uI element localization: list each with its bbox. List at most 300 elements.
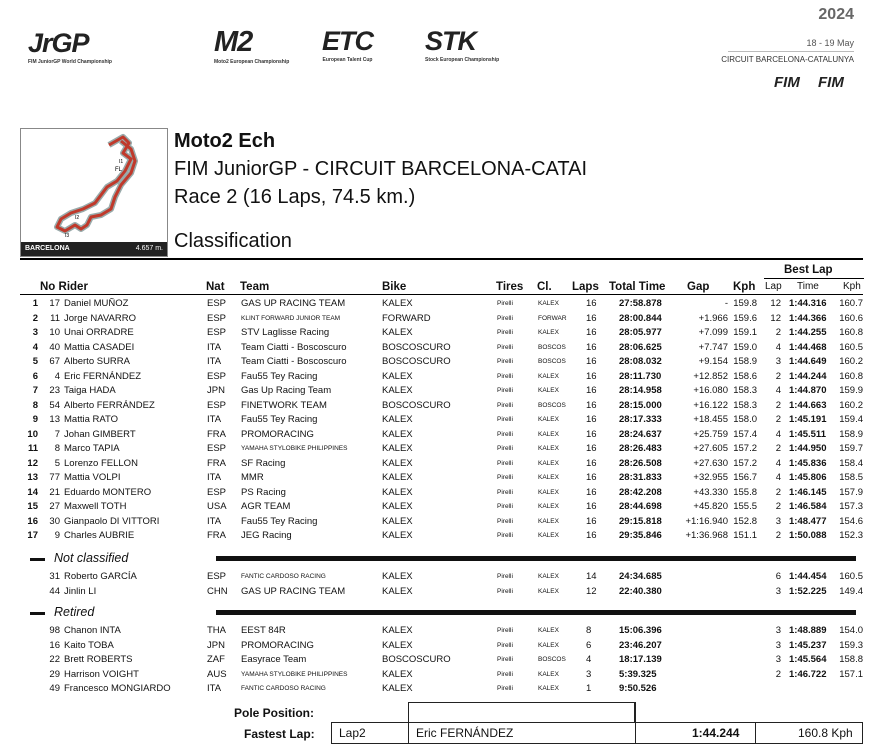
- series-title: Moto2 Ech: [174, 130, 276, 152]
- col-team: Team: [240, 281, 270, 293]
- cell-best-lap-number: 2: [775, 530, 781, 541]
- cell-position: 5: [32, 356, 38, 367]
- pole-box: [408, 702, 635, 722]
- cell-gap: +1:36.968: [685, 530, 728, 541]
- cell-gap: +25.759: [693, 428, 728, 440]
- track-length: 4.657 m.: [135, 245, 163, 252]
- cell-cl: KALEX: [538, 587, 559, 595]
- cell-rider: Charles AUBRIE: [64, 530, 135, 541]
- cell-laps: 16: [586, 515, 597, 527]
- cell-best-lap-kph: 160.5: [839, 571, 863, 582]
- cell-number: 31: [49, 571, 60, 582]
- cell-total-time: 28:05.977: [619, 327, 662, 338]
- cell-cl: KALEX: [538, 641, 559, 649]
- cell-number: 29: [49, 668, 60, 680]
- cell-total-time: 5:39.325: [619, 668, 657, 680]
- cell-laps: 8: [586, 625, 592, 636]
- cell-bike: KALEX: [382, 414, 413, 425]
- cell-bike: KALEX: [382, 668, 413, 680]
- cell-kph: 158.0: [733, 414, 757, 425]
- cell-rider: Unai ORRADRE: [64, 327, 134, 338]
- cell-best-lap-time: 1:44.454: [789, 571, 827, 582]
- cell-bike: KALEX: [382, 385, 413, 396]
- col-tires: Tires: [496, 281, 524, 293]
- cell-tires: Pirelli: [497, 372, 513, 380]
- fim-moto-logo: FIM: [818, 74, 844, 91]
- cell-cl: KALEX: [538, 488, 559, 496]
- cell-number: 98: [49, 625, 60, 636]
- cell-bike: KALEX: [382, 443, 413, 454]
- cell-best-lap-kph: 159.9: [839, 385, 863, 396]
- cell-tires: Pirelli: [497, 416, 513, 423]
- cell-rider: Jorge NAVARRO: [64, 312, 136, 324]
- cell-bike: KALEX: [382, 683, 413, 694]
- cell-cl: KALEX: [538, 627, 559, 634]
- cell-rider: Marco TAPIA: [64, 443, 120, 454]
- cell-best-lap-kph: 158.8: [839, 654, 863, 665]
- cell-nat: CHN: [207, 585, 228, 597]
- cell-number: 27: [49, 501, 60, 512]
- cell-rider: Alberto FERRÁNDEZ: [64, 399, 155, 411]
- cell-cl: KALEX: [538, 532, 559, 539]
- cell-rider: Kaito TOBA: [64, 639, 114, 651]
- cell-team: PROMORACING: [241, 639, 314, 651]
- cell-bike: KALEX: [382, 639, 413, 651]
- cell-best-lap-time: 1:44.663: [789, 399, 827, 411]
- cell-bike: KALEX: [382, 457, 413, 469]
- cell-tires: Pirelli: [497, 343, 513, 351]
- cell-kph: 157.2: [733, 457, 757, 469]
- col-total-time: Total Time: [609, 281, 666, 293]
- cell-nat: ESP: [207, 399, 227, 411]
- cell-cl: KALEX: [538, 445, 559, 452]
- cell-tires: Pirelli: [497, 503, 513, 510]
- cell-best-lap-time: 1:44.649: [789, 356, 827, 367]
- cell-cl: KALEX: [538, 430, 559, 438]
- cell-best-lap-kph: 160.8: [839, 327, 863, 338]
- cell-bike: KALEX: [382, 428, 413, 440]
- cell-laps: 3: [586, 668, 592, 680]
- col-bike: Bike: [382, 281, 407, 293]
- cell-tires: Pirelli: [497, 532, 513, 539]
- cell-tires: Pirelli: [497, 685, 513, 692]
- cell-rider: Mattia VOLPI: [64, 472, 121, 483]
- cell-team: FANTIC CARDOSO RACING: [241, 573, 326, 580]
- cell-best-lap-kph: 157.1: [839, 668, 863, 680]
- cell-laps: 14: [586, 571, 597, 582]
- cell-total-time: 18:17.139: [619, 654, 662, 665]
- cell-laps: 12: [586, 585, 597, 597]
- pole-position-label: Pole Position:: [234, 706, 315, 720]
- cell-position: 6: [32, 370, 38, 382]
- cell-rider: Lorenzo FELLON: [64, 457, 138, 469]
- cell-position: 9: [32, 414, 38, 425]
- cell-laps: 4: [586, 654, 592, 665]
- col-cl: Cl.: [537, 281, 552, 293]
- cell-best-lap-number: 12: [770, 298, 781, 309]
- cell-cl: KALEX: [538, 517, 559, 525]
- cell-bike: FORWARD: [382, 312, 431, 324]
- cell-team: YAMAHA STYLOBIKE PHILIPPINES: [241, 445, 348, 452]
- juniorgp-logo: JrGP FIM JuniorGP World Championship: [28, 28, 112, 65]
- cell-tires: Pirelli: [497, 670, 513, 678]
- cell-cl: KALEX: [538, 503, 559, 510]
- cell-kph: 151.1: [733, 530, 757, 541]
- cell-best-lap-kph: 160.7: [839, 298, 863, 309]
- track-info-bar: [21, 242, 167, 256]
- event-dates: 18 - 19 May: [806, 38, 854, 48]
- document-title: Classification: [174, 230, 292, 252]
- cell-best-lap-kph: 158.5: [839, 472, 863, 483]
- cell-total-time: 28:42.208: [619, 486, 662, 498]
- retired-dash: [30, 612, 45, 615]
- event-title: FIM JuniorGP - CIRCUIT BARCELONA-CATAI: [174, 158, 588, 180]
- cell-number: 54: [49, 399, 60, 411]
- cell-cl: KALEX: [538, 474, 559, 481]
- cell-kph: 157.4: [733, 428, 757, 440]
- cell-cl: KALEX: [538, 416, 559, 423]
- cell-laps: 16: [586, 443, 597, 454]
- cell-best-lap-time: 1:52.225: [789, 585, 827, 597]
- cell-laps: 16: [586, 385, 597, 396]
- track-map: [20, 128, 168, 257]
- cell-kph: 158.6: [733, 370, 757, 382]
- cell-team: PROMORACING: [241, 428, 314, 440]
- cell-cl: FORWAR: [538, 314, 567, 322]
- cell-total-time: 28:26.483: [619, 443, 662, 454]
- cell-nat: FRA: [207, 530, 226, 541]
- cell-tires: Pirelli: [497, 430, 513, 438]
- cell-number: 8: [54, 443, 60, 454]
- cell-bike: KALEX: [382, 486, 413, 498]
- cell-laps: 16: [586, 341, 597, 353]
- cell-total-time: 28:44.698: [619, 501, 662, 512]
- cell-team: Team Ciatti - Boscoscuro: [241, 341, 347, 353]
- cell-kph: 158.3: [733, 385, 757, 396]
- cell-best-lap-number: 2: [775, 443, 781, 454]
- cell-team: SF Racing: [241, 457, 286, 469]
- cell-gap: +32.955: [693, 472, 728, 483]
- cell-number: 10: [49, 327, 60, 338]
- track-label-i3: I3: [65, 233, 70, 239]
- cell-laps: 16: [586, 414, 597, 425]
- cell-team: Fau55 Tey Racing: [241, 414, 318, 425]
- cell-tires: Pirelli: [497, 573, 513, 580]
- col-gap: Gap: [687, 281, 710, 293]
- cell-total-time: 22:40.380: [619, 585, 662, 597]
- cell-bike: BOSCOSCURO: [382, 399, 451, 411]
- cell-gap: +1:16.940: [685, 515, 728, 527]
- cell-laps: 16: [586, 370, 597, 382]
- fastest-lap-speed: 160.8 Kph: [798, 726, 853, 740]
- cell-rider: Eduardo MONTERO: [64, 486, 152, 498]
- cell-number: 67: [49, 356, 60, 367]
- cell-best-lap-number: 4: [775, 457, 781, 469]
- best-lap-rule: [764, 278, 864, 279]
- cell-nat: JPN: [207, 385, 225, 396]
- cell-rider: Daniel MUÑOZ: [64, 298, 129, 309]
- cell-number: 23: [49, 385, 60, 396]
- cell-number: 49: [49, 683, 60, 694]
- cell-bike: KALEX: [382, 472, 413, 483]
- cell-rider: Harrison VOIGHT: [64, 668, 139, 680]
- cell-best-lap-number: 2: [775, 399, 781, 411]
- cell-number: 22: [49, 654, 60, 665]
- fastest-lap-sep-1: [408, 722, 409, 744]
- cell-kph: 158.3: [733, 399, 757, 411]
- cell-best-lap-kph: 158.4: [839, 457, 863, 469]
- cell-team: Fau55 Tey Racing: [241, 370, 318, 382]
- cell-best-lap-time: 1:45.191: [789, 414, 827, 425]
- cell-total-time: 24:34.685: [619, 571, 662, 582]
- cell-best-lap-kph: 160.2: [839, 399, 863, 411]
- cell-rider: Eric FERNÁNDEZ: [64, 370, 142, 382]
- header-divider: [728, 51, 854, 52]
- cell-team: AGR TEAM: [241, 501, 291, 512]
- cell-number: 21: [49, 486, 60, 498]
- cell-tires: Pirelli: [497, 387, 513, 394]
- cell-bike: KALEX: [382, 625, 413, 636]
- table-top-rule: [20, 258, 863, 260]
- track-name: BARCELONA: [25, 245, 70, 252]
- cell-team: PS Racing: [241, 486, 286, 498]
- cell-tires: Pirelli: [497, 329, 513, 336]
- cell-total-time: 28:11.730: [619, 370, 662, 382]
- cell-gap: +7.747: [698, 341, 728, 353]
- cell-total-time: 23:46.207: [619, 639, 662, 651]
- cell-position: 14: [27, 486, 38, 498]
- cell-best-lap-number: 2: [775, 501, 781, 512]
- cell-gap: +43.330: [693, 486, 728, 498]
- cell-gap: +1.966: [698, 312, 728, 324]
- cell-nat: ITA: [207, 341, 222, 353]
- cell-best-lap-time: 1:45.836: [789, 457, 827, 469]
- cell-gap: +27.605: [693, 443, 728, 454]
- cell-rider: Francesco MONGIARDO: [64, 683, 171, 694]
- cell-nat: ZAF: [207, 654, 225, 665]
- col-nat: Nat: [206, 281, 225, 293]
- cell-kph: 155.8: [733, 486, 757, 498]
- cell-bike: BOSCOSCURO: [382, 654, 451, 665]
- cell-number: 30: [49, 515, 60, 527]
- retired-rule: [216, 610, 856, 615]
- cell-best-lap-time: 1:48.889: [789, 625, 827, 636]
- track-label-i1: I1: [119, 159, 124, 165]
- cell-best-lap-number: 3: [775, 625, 781, 636]
- cell-tires: Pirelli: [497, 627, 513, 634]
- cell-kph: 152.8: [733, 515, 757, 527]
- cell-best-lap-number: 3: [775, 515, 781, 527]
- cell-best-lap-number: 2: [775, 414, 781, 425]
- table-header-rule: [20, 294, 863, 295]
- cell-cl: KALEX: [538, 685, 559, 692]
- cell-best-lap-time: 1:45.511: [789, 428, 826, 440]
- cell-rider: Taiga HADA: [64, 385, 116, 396]
- cell-best-lap-number: 4: [775, 472, 781, 483]
- cell-tires: Pirelli: [497, 300, 513, 307]
- cell-nat: ITA: [207, 472, 222, 483]
- cell-nat: ITA: [207, 414, 222, 425]
- cell-cl: KALEX: [538, 372, 559, 380]
- cell-rider: Johan GIMBERT: [64, 428, 136, 440]
- cell-best-lap-time: 1:45.237: [789, 639, 827, 651]
- fastest-lap-time: 1:44.244: [692, 726, 740, 740]
- cell-rider: Roberto GARCÍA: [64, 571, 137, 582]
- fim-logo: FIM: [774, 74, 800, 91]
- cell-best-lap-time: 1:50.088: [789, 530, 827, 541]
- cell-kph: 156.7: [733, 472, 757, 483]
- cell-total-time: 15:06.396: [619, 625, 662, 636]
- cell-position: 3: [32, 327, 38, 338]
- cell-rider: Jinlin LI: [64, 585, 97, 597]
- cell-position: 12: [27, 457, 38, 469]
- fastest-lap-sep-3: [755, 722, 756, 744]
- cell-total-time: 28:08.032: [619, 356, 662, 367]
- cell-gap: +9.154: [698, 356, 728, 367]
- cell-cl: KALEX: [538, 670, 559, 678]
- cell-best-lap-kph: 159.4: [839, 414, 863, 425]
- cell-bike: BOSCOSCURO: [382, 356, 451, 367]
- cell-best-lap-time: 1:44.255: [789, 327, 827, 338]
- cell-best-lap-number: 2: [775, 668, 781, 680]
- col-best-lap-number: Lap: [765, 281, 782, 292]
- cell-gap: -: [724, 298, 728, 309]
- cell-number: 4: [54, 370, 60, 382]
- cell-cl: BOSCOS: [538, 358, 566, 365]
- cell-team: KLINT FORWARD JUNIOR TEAM: [241, 314, 341, 322]
- cell-tires: Pirelli: [497, 445, 513, 452]
- cell-position: 1: [32, 298, 38, 309]
- cell-team: FINETWORK TEAM: [241, 399, 327, 411]
- cell-best-lap-time: 1:44.950: [789, 443, 827, 454]
- cell-nat: ITA: [207, 515, 222, 527]
- track-label-i2: I2: [75, 215, 80, 221]
- cell-kph: 159.0: [733, 341, 757, 353]
- cell-best-lap-kph: 160.5: [839, 341, 863, 353]
- cell-total-time: 27:58.878: [619, 298, 662, 309]
- cell-kph: 158.9: [733, 356, 757, 367]
- cell-best-lap-time: 1:44.870: [789, 385, 827, 396]
- cell-laps: 16: [586, 457, 597, 469]
- cell-best-lap-kph: 159.7: [839, 443, 863, 454]
- cell-team: EEST 84R: [241, 625, 286, 636]
- cell-nat: ESP: [207, 370, 227, 382]
- cell-team: Easyrace Team: [241, 654, 307, 665]
- cell-kph: 155.5: [733, 501, 757, 512]
- cell-tires: Pirelli: [497, 656, 513, 663]
- cell-total-time: 28:31.833: [619, 472, 662, 483]
- fastest-lap-label: Fastest Lap:: [244, 727, 315, 741]
- cell-laps: 16: [586, 501, 597, 512]
- cell-best-lap-time: 1:44.316: [789, 298, 827, 309]
- cell-best-lap-number: 3: [775, 639, 781, 651]
- cell-number: 17: [49, 298, 60, 309]
- cell-tires: Pirelli: [497, 474, 513, 481]
- cell-laps: 16: [586, 428, 597, 440]
- cell-nat: ESP: [207, 298, 227, 309]
- cell-laps: 16: [586, 298, 597, 309]
- cell-gap: +7.099: [698, 327, 728, 338]
- not-classified-dash: [30, 558, 45, 561]
- cell-bike: KALEX: [382, 530, 413, 541]
- cell-tires: Pirelli: [497, 587, 513, 595]
- cell-gap: +16.122: [693, 399, 728, 411]
- fastest-lap-rider: Eric FERNÁNDEZ: [416, 726, 514, 740]
- retired-title: Retired: [54, 605, 95, 619]
- cell-rider: Mattia CASADEI: [64, 341, 135, 353]
- cell-nat: ESP: [207, 486, 227, 498]
- cell-team: JEG Racing: [241, 530, 292, 541]
- cell-best-lap-number: 12: [770, 312, 781, 324]
- cell-tires: Pirelli: [497, 488, 513, 496]
- cell-nat: ESP: [207, 571, 227, 582]
- cell-tires: Pirelli: [497, 401, 513, 409]
- fastest-lap-box: [331, 722, 863, 744]
- cell-position: 13: [27, 472, 38, 483]
- cell-best-lap-time: 1:46.145: [789, 486, 827, 498]
- cell-team: Fau55 Tey Racing: [241, 515, 318, 527]
- cell-team: MMR: [241, 472, 264, 483]
- cell-nat: FRA: [207, 457, 226, 469]
- cell-best-lap-time: 1:46.584: [789, 501, 827, 512]
- cell-number: 5: [54, 457, 60, 469]
- cell-gap: +12.852: [693, 370, 728, 382]
- cell-total-time: 29:15.818: [619, 515, 662, 527]
- cell-tires: Pirelli: [497, 314, 513, 322]
- etc-logo: ETC European Talent Cup: [322, 26, 373, 63]
- cell-best-lap-time: 1:45.564: [789, 654, 827, 665]
- fastest-lap-sep-2: [635, 702, 636, 744]
- col-best-lap-time: Time: [797, 281, 819, 292]
- col-best-lap-kph: Kph: [843, 281, 861, 292]
- cell-laps: 16: [586, 530, 597, 541]
- cell-best-lap-time: 1:46.722: [789, 668, 827, 680]
- cell-total-time: 9:50.526: [619, 683, 657, 694]
- cell-nat: AUS: [207, 668, 227, 680]
- cell-best-lap-kph: 152.3: [839, 530, 863, 541]
- cell-gap: +18.455: [693, 414, 728, 425]
- event-circuit: CIRCUIT BARCELONA-CATALUNYA: [721, 55, 854, 64]
- cell-bike: KALEX: [382, 585, 413, 597]
- cell-position: 16: [27, 515, 38, 527]
- cell-best-lap-number: 3: [775, 585, 781, 597]
- cell-bike: KALEX: [382, 571, 413, 582]
- cell-team: Team Ciatti - Boscoscuro: [241, 356, 347, 367]
- cell-nat: FRA: [207, 428, 226, 440]
- cell-total-time: 28:00.844: [619, 312, 662, 324]
- cell-tires: Pirelli: [497, 641, 513, 649]
- cell-best-lap-time: 1:44.468: [789, 341, 827, 353]
- cell-best-lap-kph: 158.9: [839, 428, 863, 440]
- cell-cl: KALEX: [538, 300, 559, 307]
- cell-bike: BOSCOSCURO: [382, 341, 451, 353]
- cell-nat: ESP: [207, 312, 227, 324]
- cell-bike: KALEX: [382, 515, 413, 527]
- cell-best-lap-number: 2: [775, 486, 781, 498]
- cell-nat: USA: [207, 501, 227, 512]
- cell-best-lap-kph: 160.6: [839, 312, 863, 324]
- fastest-lap-number: Lap2: [339, 726, 366, 740]
- cell-number: 44: [49, 585, 60, 597]
- cell-team: STV Laglisse Racing: [241, 327, 330, 338]
- cell-number: 11: [50, 312, 60, 324]
- cell-best-lap-kph: 160.8: [839, 370, 863, 382]
- cell-best-lap-number: 3: [775, 654, 781, 665]
- col-laps: Laps: [572, 281, 599, 293]
- cell-best-lap-number: 6: [775, 571, 781, 582]
- cell-tires: Pirelli: [497, 517, 513, 525]
- cell-kph: 159.1: [733, 327, 757, 338]
